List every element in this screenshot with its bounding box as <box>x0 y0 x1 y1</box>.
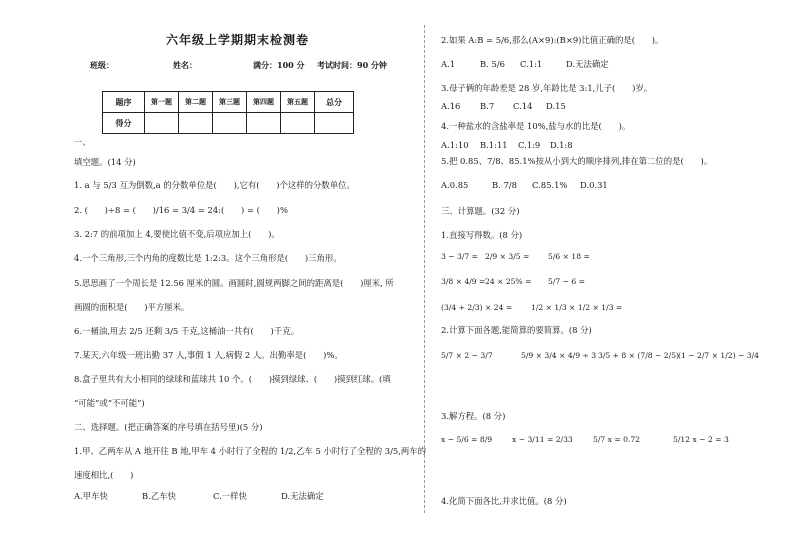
score-cell[interactable] <box>145 113 179 134</box>
section-1-title: 填空题。(14 分) <box>74 157 136 167</box>
choice-5: 5.把 0.85、7/8、85.1%按从小到大的顺序排列,排在第二位的是( )。 <box>441 156 713 166</box>
score-table-score-row <box>103 113 354 134</box>
calc-1-item: 5/7 − 6 = <box>548 277 586 286</box>
question-6: 6.一桶油,用去 2/5 还剩 3/5 千克,这桶油一共有( )千克。 <box>74 326 299 336</box>
calc-2-item: 5/7 × 2 − 3/7 <box>441 351 493 360</box>
header-cell: 第五题 <box>281 92 315 113</box>
choice-2-option-d: D.无法确定 <box>566 59 609 69</box>
choice-5-option-c: C.85.1% <box>532 180 568 190</box>
calc-2-item: 5/9 × 3/4 × 4/9 ÷ 3 <box>521 351 597 360</box>
choice-2-option-c: C.1:1 <box>520 59 543 69</box>
choice-4-option-a: A.1:10 <box>441 140 469 150</box>
section-3-title: 三、计算题。(32 分) <box>441 206 520 216</box>
choice-5-option-a: A.0.85 <box>441 180 469 190</box>
choice-1-option-d: D.无法确定 <box>281 491 324 501</box>
question-5-line-1: 5.思思画了一个周长是 12.56 厘米的圆。画圆时,圆规两脚之间的距离是( )厘米, 所 <box>74 278 394 288</box>
calc-1-item: 5/6 × 18 = <box>548 252 590 261</box>
choice-1-option-b: B.乙车快 <box>142 491 176 501</box>
question-7: 7.某天,六年级一班出勤 37 人,事假 1 人,病假 2 人。出勤率是( )%。 <box>74 350 343 360</box>
class-field-label: 班级： <box>90 60 114 70</box>
calc-1-item: (3/4 + 2/3) × 24 = <box>441 303 513 312</box>
choice-2: 2.如果 A:B = 5/6,那么(A×9):(B×9)比值正确的是( )。 <box>441 35 664 45</box>
full-score-label: 满分：100 分 <box>253 60 305 70</box>
header-cell: 题序 <box>103 92 145 113</box>
choice-1-option-a: A.甲车快 <box>74 491 108 501</box>
exam-time-label: 考试时间：90 分钟 <box>317 60 387 70</box>
choice-3-option-c: C.14 <box>513 101 533 111</box>
calc-1-item: 3/8 × 4/9 = <box>441 277 486 286</box>
choice-4-option-b: B.1:11 <box>480 140 508 150</box>
choice-4: 4.一种盐水的含盐率是 10%,盐与水的比是( )。 <box>441 121 631 131</box>
calc-4-title: 4.化简下面各比,并求比值。(8 分) <box>441 496 567 506</box>
calc-1-item: 24 × 25% = <box>485 277 532 286</box>
section-1-number: 一、 <box>74 137 91 147</box>
question-8-line-2: “可能”或“不可能”) <box>74 398 145 408</box>
choice-2-option-b: B. 5/6 <box>480 59 505 69</box>
choice-3-option-a: A.16 <box>441 101 461 111</box>
choice-3-option-d: D.15 <box>546 101 566 111</box>
choice-3-option-b: B.7 <box>480 101 495 111</box>
choice-5-option-b: B. 7/8 <box>492 180 517 190</box>
question-4: 4.一个三角形,三个内角的度数比是 1:2:3。这个三角形是( )三角形。 <box>74 253 342 263</box>
header-cell: 总分 <box>315 92 354 113</box>
calc-3-item: 5/7 x = 0.72 <box>593 435 641 444</box>
header-cell: 第一题 <box>145 92 179 113</box>
header-cell: 第四题 <box>247 92 281 113</box>
score-cell[interactable] <box>281 113 315 134</box>
choice-1-line-1: 1.甲、乙两车从 A 地开往 B 地,甲车 4 小时行了全程的 1/2,乙车 5 小时行了全程的 3/5,两车的 <box>74 446 427 456</box>
score-cell[interactable] <box>315 113 354 134</box>
calc-3-item: x − 5/6 = 8/9 <box>441 435 493 444</box>
calc-3-title: 3.解方程。(8 分) <box>441 411 506 421</box>
calc-3-item: 5/12 x − 2 = 3 <box>673 435 729 444</box>
calc-2-item: 3/5 + 8 × (7/8 − 2/5) <box>598 351 679 360</box>
page-divider <box>424 25 425 513</box>
choice-4-option-c: C.1:9 <box>518 140 541 150</box>
score-cell[interactable] <box>213 113 247 134</box>
choice-2-option-a: A.1 <box>441 59 456 69</box>
score-row-label: 得分 <box>103 113 145 134</box>
score-table-header-row <box>103 92 354 113</box>
score-cell[interactable] <box>179 113 213 134</box>
header-cell: 第二题 <box>179 92 213 113</box>
question-8-line-1: 8.盒子里共有大小相同的绿球和蓝球共 10 个。( )摸到绿球、( )摸到红球。(填 <box>74 374 391 384</box>
choice-1-line-2: 速度相比,( ) <box>74 470 134 480</box>
calc-1-title: 1.直接写得数。(8 分) <box>441 230 523 240</box>
question-2: 2. ( )÷8 = ( )/16 = 3/4 = 24:( ) = ( )% <box>74 205 288 215</box>
choice-1-option-c: C.一样快 <box>213 491 247 501</box>
choice-3: 3.母子俩的年龄差是 28 岁,年龄比是 3:1,儿子( )岁。 <box>441 83 653 93</box>
choice-5-option-d: D.0.31 <box>580 180 608 190</box>
question-1: 1. a 与 5/3 互为倒数,a 的分数单位是( ),它有( )个这样的分数单位。 <box>74 180 355 190</box>
calc-1-item: 3 − 3/7 = <box>441 252 479 261</box>
calc-1-item: 1/2 × 1/3 × 1/2 × 1/3 = <box>531 303 623 312</box>
question-3: 3. 2:7 的前项加上 4,要使比值不变,后项应加上( )。 <box>74 229 280 239</box>
name-field-label: 姓名： <box>173 60 197 70</box>
score-table <box>102 91 354 134</box>
header-cell: 第三题 <box>213 92 247 113</box>
calc-3-item: x − 3/11 = 2/33 <box>512 435 573 444</box>
choice-4-option-d: D.1:8 <box>550 140 573 150</box>
section-2-title: 二、选择题。(把正确答案的序号填在括号里)(5 分) <box>74 422 263 432</box>
page-title: 六年级上学期期末检测卷 <box>166 33 310 47</box>
calc-2-title: 2.计算下面各题,能简算的要简算。(8 分) <box>441 325 592 335</box>
calc-2-item: (1 − 2/7 × 1/2) − 3/4 <box>678 351 759 360</box>
question-5-line-2: 画圆的面积是( )平方厘米。 <box>74 302 190 312</box>
calc-1-item: 2/9 × 3/5 = <box>485 252 530 261</box>
score-cell[interactable] <box>247 113 281 134</box>
